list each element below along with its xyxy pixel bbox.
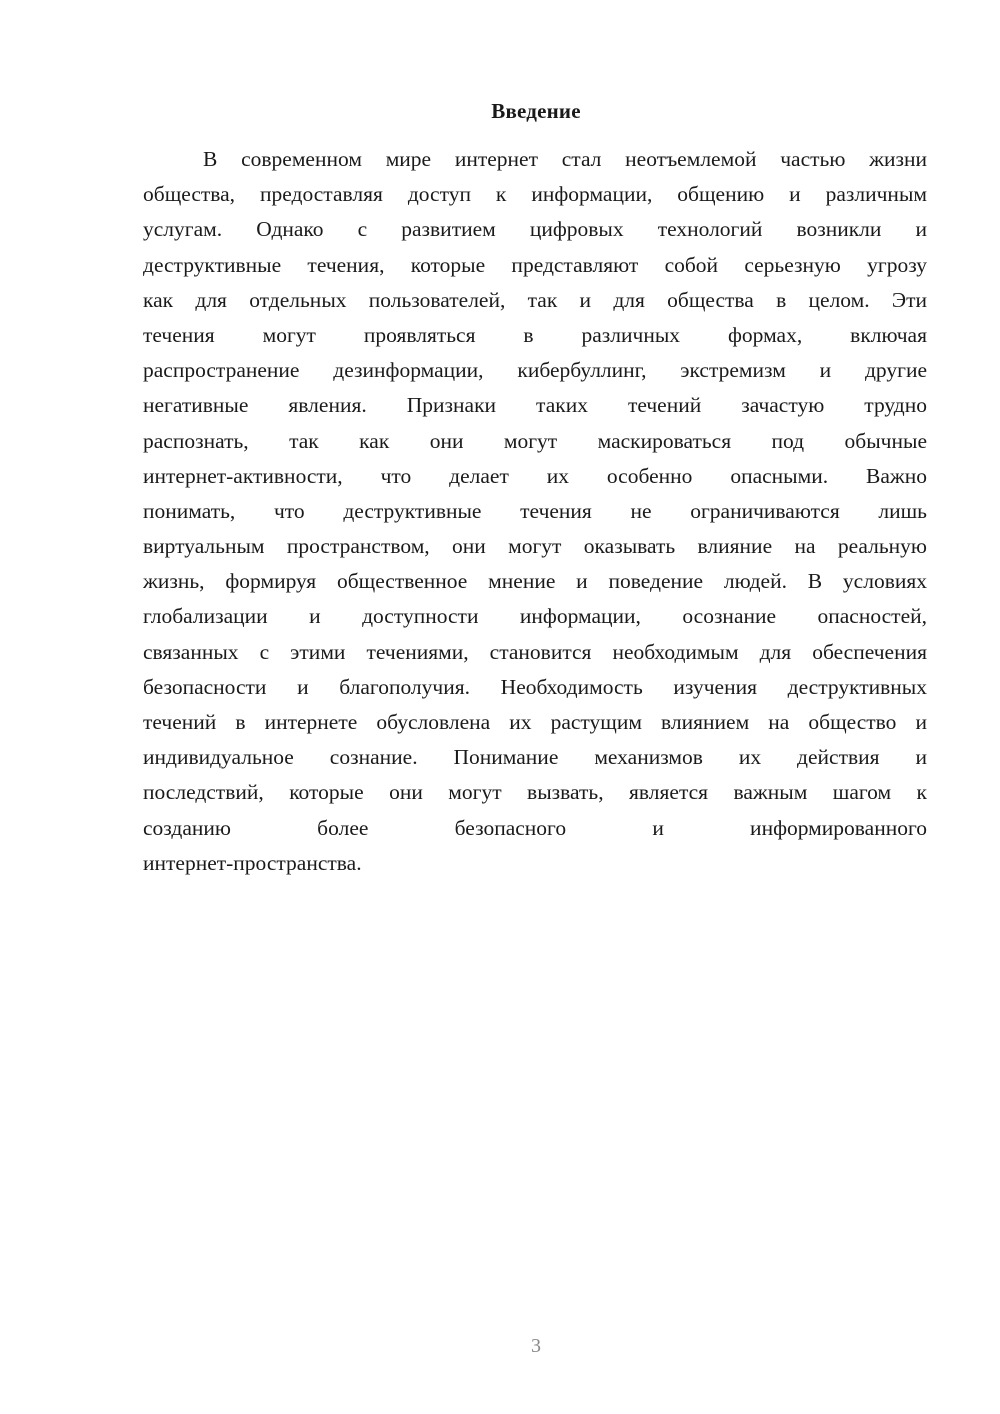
page-number: 3: [531, 1335, 541, 1357]
paragraph-line: В современном мире интернет стал неотъемлемой частью жизни: [203, 147, 927, 171]
section-heading: Введение: [491, 99, 581, 123]
paragraph-line: услугам. Однако с развитием цифровых технологий возникли и: [143, 217, 927, 242]
paragraph-line: безопасности и благополучия. Необходимость изучения деструктивных: [143, 674, 927, 699]
paragraph-line: как для отдельных пользователей, так и для общества в целом. Эти: [143, 287, 927, 312]
paragraph-line: течений в интернете обусловлена их растущим влиянием на общество и: [143, 710, 927, 734]
paragraph-line: понимать, что деструктивные течения не ограничиваются лишь: [143, 498, 927, 523]
body-paragraph: [143, 142, 927, 881]
paragraph-line: индивидуальное сознание. Понимание механизмов их действия и: [143, 745, 927, 770]
paragraph-line: негативные явления. Признаки таких течений зачастую трудно: [143, 393, 927, 418]
paragraph-line: интернет-пространства.: [143, 850, 362, 875]
paragraph-line: созданию более безопасного и информированного: [143, 815, 927, 840]
paragraph-line: общества, предоставляя доступ к информации, общению и различным: [143, 182, 927, 207]
paragraph-line: течения могут проявляться в различных формах, включая: [143, 322, 927, 347]
paragraph-line: распространение дезинформации, кибербуллинг, экстремизм и другие: [143, 358, 927, 383]
paragraph-line: жизнь, формируя общественное мнение и поведение людей. В условиях: [143, 569, 927, 594]
paragraph-line: глобализации и доступности информации, осознание опасностей,: [143, 604, 927, 629]
paragraph-line: виртуальным пространством, они могут оказывать влияние на реальную: [143, 534, 927, 559]
paragraph-line: интернет-активности, что делает их особенно опасными. Важно: [143, 463, 927, 488]
paragraph-line: деструктивные течения, которые представляют собой серьезную угрозу: [143, 252, 927, 277]
paragraph-line: связанных с этими течениями, становится необходимым для обеспечения: [143, 639, 927, 664]
paragraph-line: распознать, так как они могут маскироваться под обычные: [143, 428, 927, 453]
paragraph-line: последствий, которые они могут вызвать, является важным шагом к: [143, 780, 927, 805]
